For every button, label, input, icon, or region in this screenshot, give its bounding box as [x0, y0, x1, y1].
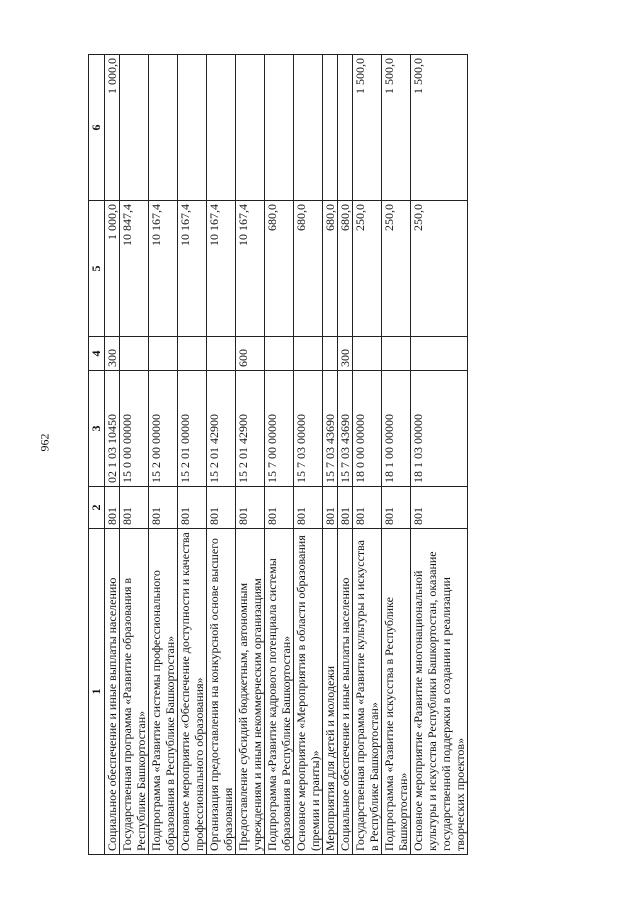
table-row	[338, 55, 353, 855]
amount-cell: 10 167,4	[207, 201, 236, 337]
expense-type-cell	[382, 337, 411, 371]
target-code-cell: 18 1 00 00000	[382, 371, 411, 487]
expense-type-cell	[207, 337, 236, 371]
admin-code-cell: 801	[120, 487, 149, 529]
row-name-cell: Мероприятия для детей и молодежи	[323, 529, 338, 855]
expense-type-cell: 300	[105, 337, 120, 371]
row-name-cell: Государственная программа «Развитие образования в Республике Башкортостан»	[120, 529, 149, 855]
page-number: 962	[37, 433, 52, 452]
amount-cell: 680,0	[323, 201, 338, 337]
table-row	[120, 55, 149, 855]
admin-code-cell: 801	[207, 487, 236, 529]
table-row	[236, 55, 265, 855]
target-code-cell: 15 2 01 42900	[236, 371, 265, 487]
amount-cell: 250,0	[353, 201, 382, 337]
target-code-cell: 18 0 00 00000	[353, 371, 382, 487]
amount-cell: 680,0	[294, 201, 323, 337]
amount-cell: 1 500,0	[411, 55, 468, 201]
amount-cell	[294, 55, 323, 201]
amount-cell: 1 000,0	[105, 55, 120, 201]
row-name-cell: Подпрограмма «Развитие системы профессионального образования в Республике Башкортостан»	[149, 529, 178, 855]
expense-type-cell: 300	[338, 337, 353, 371]
expense-type-cell	[323, 337, 338, 371]
row-name-cell: Подпрограмма «Развитие кадрового потенциала системы образования в Республике Башкортостан»	[265, 529, 294, 855]
admin-code-cell: 801	[338, 487, 353, 529]
admin-code-cell: 801	[178, 487, 207, 529]
admin-code-cell: 801	[323, 487, 338, 529]
amount-cell: 680,0	[265, 201, 294, 337]
target-code-cell: 15 7 03 43690	[323, 371, 338, 487]
table-row	[178, 55, 207, 855]
amount-cell: 10 167,4	[149, 201, 178, 337]
amount-cell: 250,0	[382, 201, 411, 337]
column-header: 4	[89, 337, 105, 371]
row-name-cell: Основное мероприятие «Мероприятия в области образования (премии и гранты)»	[294, 529, 323, 855]
admin-code-cell: 801	[236, 487, 265, 529]
row-name-cell: Предоставление субсидий бюджетным, автономным учреждениям и иным некоммерческим организациям	[236, 529, 265, 855]
target-code-cell: 15 2 01 00000	[178, 371, 207, 487]
amount-cell	[120, 55, 149, 201]
row-name-cell: Социальное обеспечение и иные выплаты населению	[338, 529, 353, 855]
amount-cell: 1 000,0	[105, 201, 120, 337]
expense-type-cell	[294, 337, 323, 371]
table-row	[353, 55, 382, 855]
table-row	[382, 55, 411, 855]
admin-code-cell: 801	[294, 487, 323, 529]
target-code-cell: 15 2 01 42900	[207, 371, 236, 487]
table-row	[294, 55, 323, 855]
expense-type-cell	[120, 337, 149, 371]
target-code-cell: 15 7 03 43690	[338, 371, 353, 487]
admin-code-cell: 801	[105, 487, 120, 529]
table-body	[105, 55, 468, 855]
row-name-cell: Государственная программа «Развитие культуры и искусства в Республике Башкортостан»	[353, 529, 382, 855]
target-code-cell: 15 7 03 00000	[294, 371, 323, 487]
amount-cell: 680,0	[338, 201, 353, 337]
amount-cell	[149, 55, 178, 201]
row-name-cell: Основное мероприятие «Обеспечение доступности и качества профессионального образования»	[178, 529, 207, 855]
expense-type-cell	[411, 337, 468, 371]
amount-cell	[178, 55, 207, 201]
row-name-cell: Социальное обеспечение и иные выплаты населению	[105, 529, 120, 855]
budget-table	[88, 54, 468, 855]
amount-cell: 10 167,4	[236, 201, 265, 337]
column-header: 1	[89, 529, 105, 855]
column-header: 3	[89, 371, 105, 487]
table-row	[105, 55, 120, 855]
amount-cell	[323, 55, 338, 201]
amount-cell	[236, 55, 265, 201]
amount-cell: 1 500,0	[382, 55, 411, 201]
amount-cell	[265, 55, 294, 201]
expense-type-cell: 600	[236, 337, 265, 371]
column-header: 6	[89, 55, 105, 201]
expense-type-cell	[353, 337, 382, 371]
target-code-cell: 15 7 00 00000	[265, 371, 294, 487]
expense-type-cell	[149, 337, 178, 371]
column-header: 2	[89, 487, 105, 529]
table-row	[207, 55, 236, 855]
table-row	[323, 55, 338, 855]
table-row	[411, 55, 468, 855]
amount-cell	[338, 55, 353, 201]
expense-type-cell	[178, 337, 207, 371]
amount-cell: 250,0	[411, 201, 468, 337]
amount-cell: 10 847,4	[120, 201, 149, 337]
target-code-cell: 15 2 00 00000	[149, 371, 178, 487]
target-code-cell: 02 1 03 10450	[105, 371, 120, 487]
target-code-cell: 18 1 03 00000	[411, 371, 468, 487]
admin-code-cell: 801	[265, 487, 294, 529]
admin-code-cell: 801	[353, 487, 382, 529]
budget-table-rotated	[88, 55, 616, 855]
admin-code-cell: 801	[382, 487, 411, 529]
row-name-cell: Организация предоставления на конкурсной основе высшего образования	[207, 529, 236, 855]
amount-cell: 10 167,4	[178, 201, 207, 337]
table-header-row	[89, 55, 105, 855]
row-name-cell: Основное мероприятие «Развитие многонациональной культуры и искусства Республики Башкортостан, оказание государственной поддержки в создании и реализации творческих проектов»	[411, 529, 468, 855]
expense-type-cell	[265, 337, 294, 371]
target-code-cell: 15 0 00 00000	[120, 371, 149, 487]
table-row	[265, 55, 294, 855]
admin-code-cell: 801	[411, 487, 468, 529]
amount-cell	[207, 55, 236, 201]
amount-cell: 1 500,0	[353, 55, 382, 201]
table-row	[149, 55, 178, 855]
column-header: 5	[89, 201, 105, 337]
row-name-cell: Подпрограмма «Развитие искусства в Республике Башкортостан»	[382, 529, 411, 855]
admin-code-cell: 801	[149, 487, 178, 529]
